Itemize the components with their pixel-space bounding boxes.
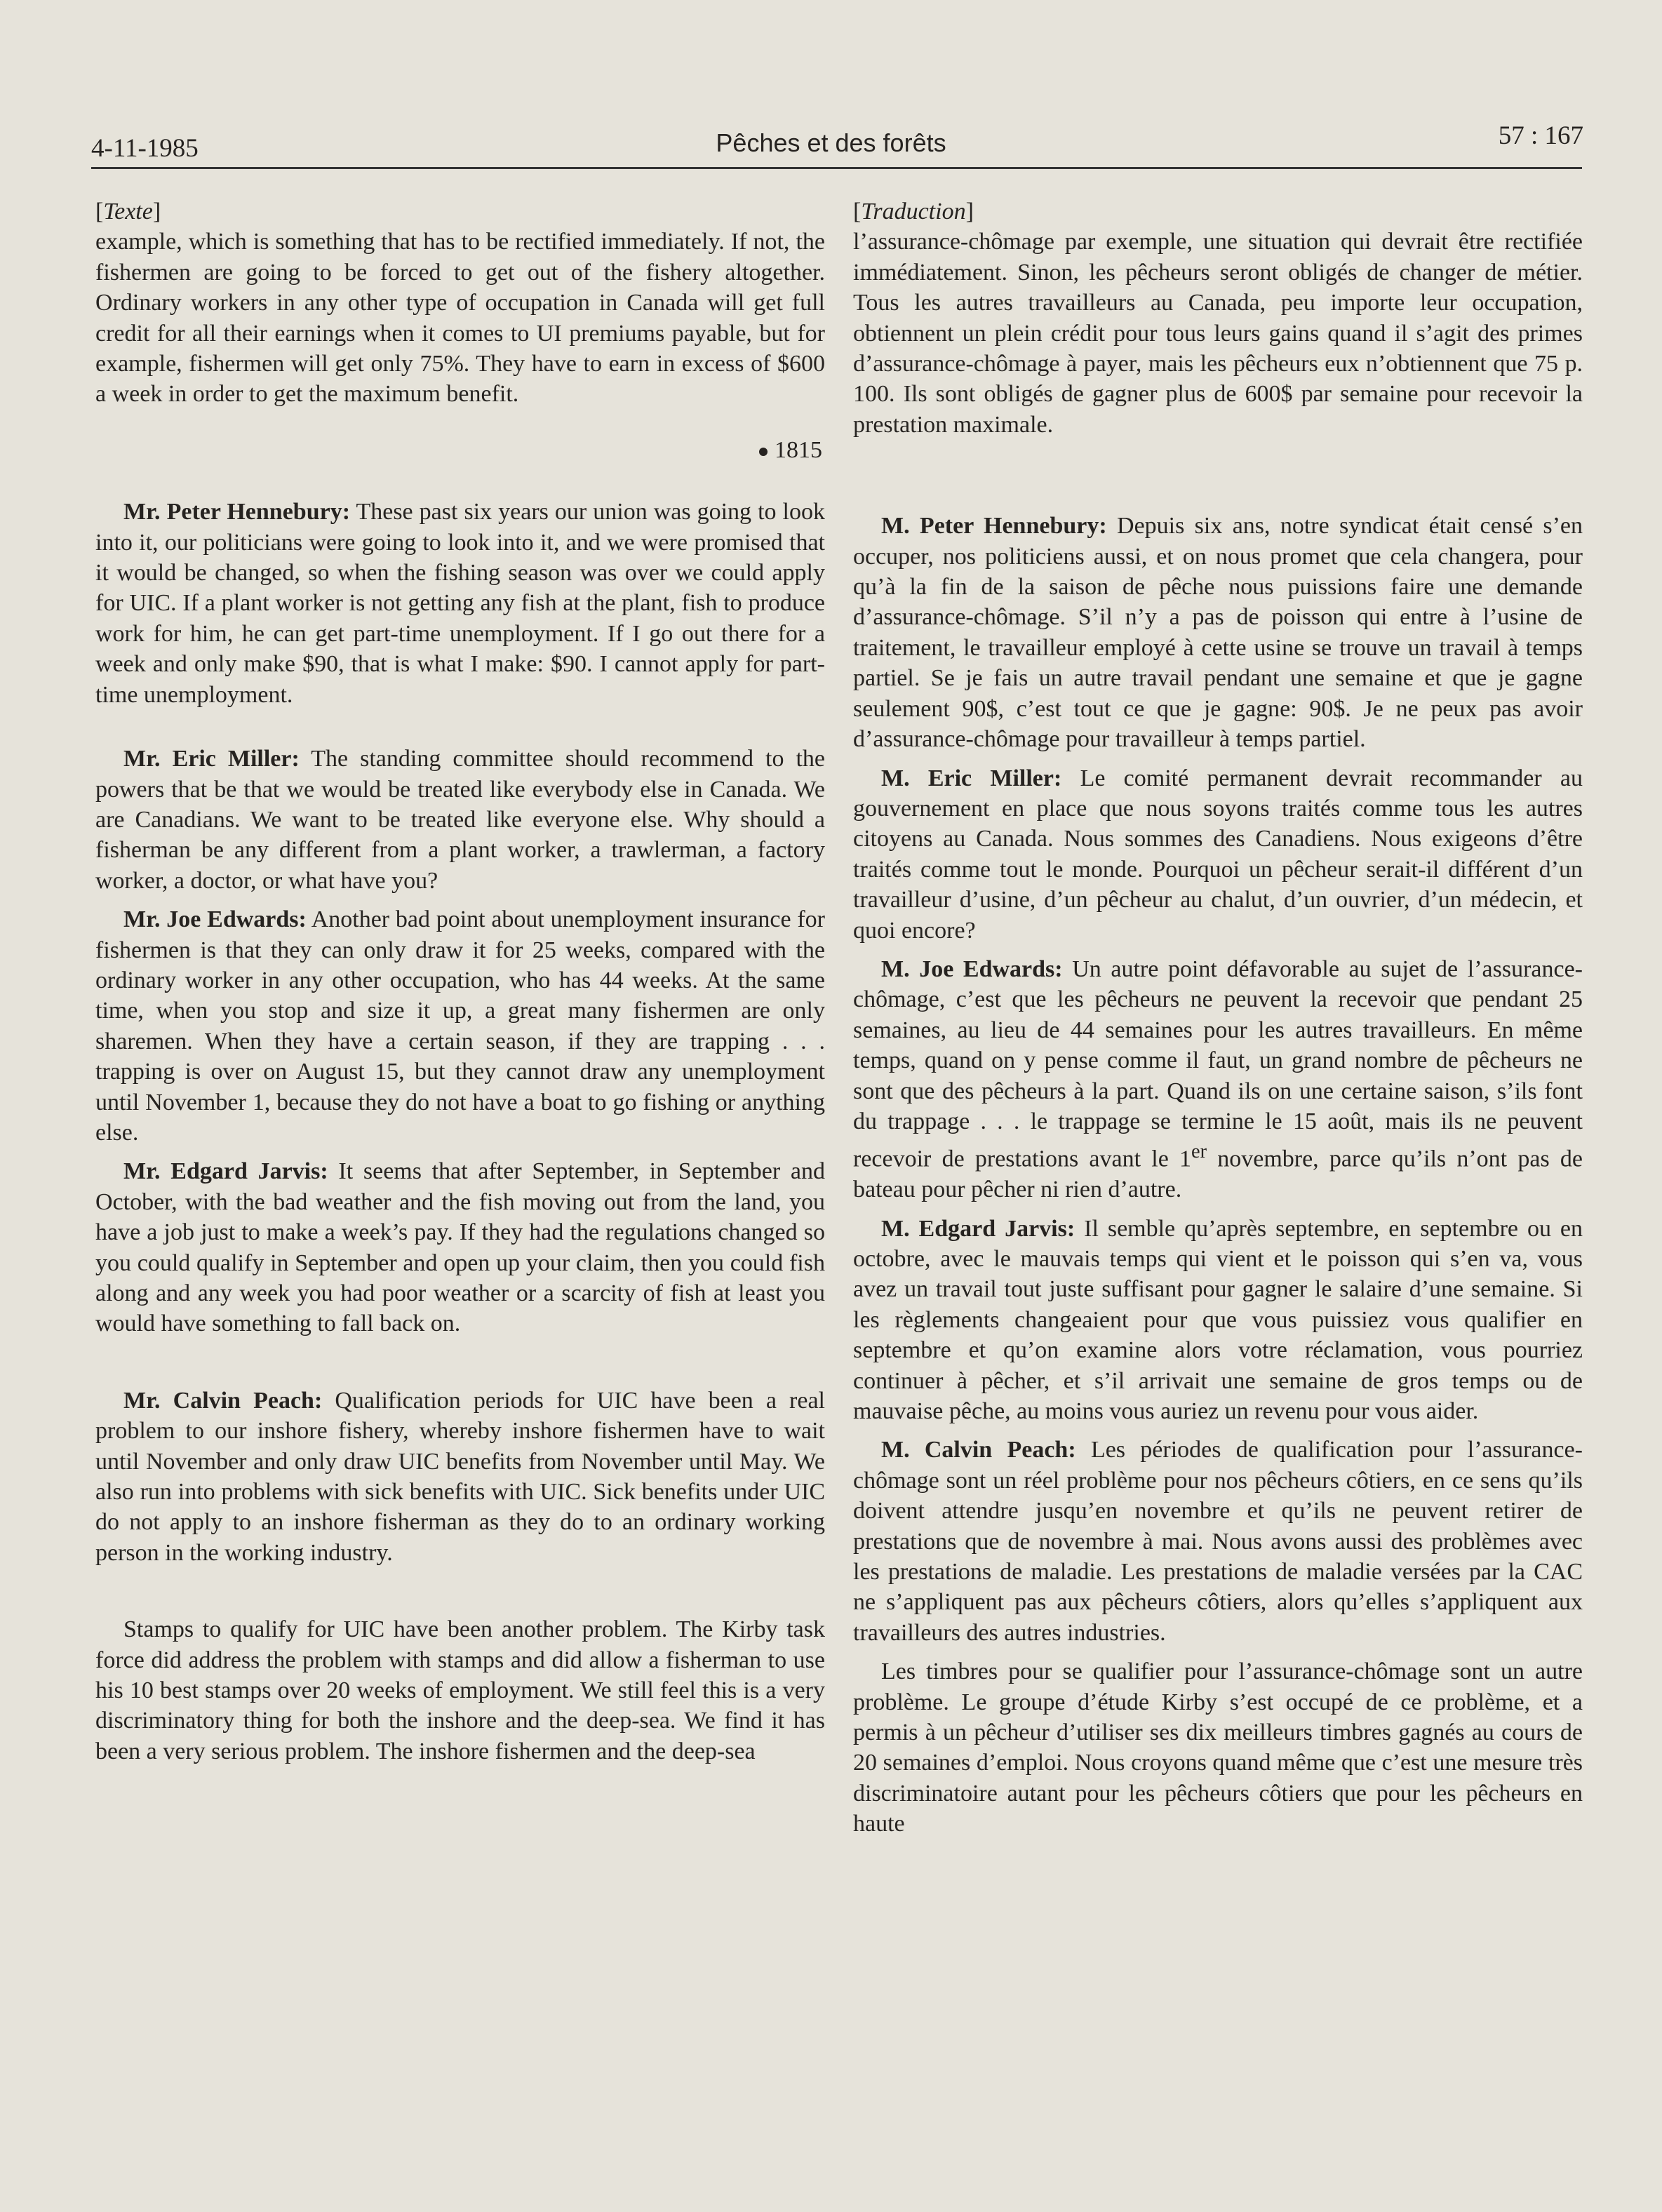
- section-tag-label: Texte: [103, 199, 153, 224]
- section-tag-traduction: [Traduction]: [853, 199, 974, 224]
- paragraph-edwards: [853, 954, 1583, 1205]
- paragraph-peach: [95, 1386, 825, 1568]
- speaker-name: Mr. Peter Hennebury:: [123, 499, 351, 525]
- paragraph-edwards: [95, 904, 825, 1148]
- paragraph-text: It seems that after September, in September and October, with the bad weather and the fish moving out from the land, you have a job just to make a week’s pay. If they had the regulations changed so you could qualify in September and open up your claim, then you could fish along and any week you had poor weather or a scarcity of fish at least you would have something to fall back on.: [95, 1158, 825, 1337]
- header-rule: [91, 167, 1582, 169]
- paragraph-text: Il semble qu’après septembre, en septembre ou en octobre, avec le mauvais temps qui vient et le poisson qui s’en va, vous avez un travail tout juste suffisant pour gagner le salaire d’une semaine. Si les règlements changeaient pour que vous puissiez vous qualifier en septembre et qu’on examine alors votre réclamation, vous pourriez continuer à pêcher, et s’il arrivait une semaine de gros temps ou de mauvaise pêche, au moins vous auriez un revenu pour vous aider.: [853, 1215, 1583, 1424]
- paragraph-text: Depuis six ans, notre syndicat était censé s’en occuper, nos politiciens aussi, et on nous promet que cela changera, pour qu’à la fin de la saison de pêche nous puissions faire une demande d’assurance-chômage. S’il n’y a pas de poisson qui entre à l’usine de traitement, le travailleur employé à cette usine se trouve un travail à temps partiel. Se je fais un autre travail pendant une semaine et que je gagne seulement 90$, c’est tout ce que je gagne: 90$. Je ne peux pas avoir d’assurance-chômage pour travailleur à temps partiel.: [853, 513, 1583, 753]
- header-page-number: 57 : 167: [1498, 121, 1583, 150]
- header-title: Pêches et des forêts: [716, 128, 946, 157]
- bullet-icon: [759, 448, 768, 456]
- paragraph-miller: [853, 763, 1583, 946]
- speaker-name: Mr. Joe Edwards:: [123, 906, 307, 933]
- paragraph-jarvis: [95, 1156, 825, 1339]
- superscript-er: er: [1191, 1141, 1207, 1163]
- paragraph-hennebury: [95, 497, 825, 710]
- speaker-name: M. Calvin Peach:: [881, 1437, 1076, 1463]
- paragraph-text: These past six years our union was going to look into it, our politicians were going to look into it, and we were promised that it would be changed, so when the fishing season was over we could apply for UIC. If a plant worker is not getting any fish at the plant, fish to produce work for him, he can get part-time unemployment. If I go out there for a week and only make $90, that is what I make: $90. I cannot apply for part-time unemployment.: [95, 499, 825, 708]
- paragraph-text: The standing committee should recommend to the powers that be that we would be treated like everybody else in Canada. We are Canadians. We want to be treated like everyone else. Why should a fisherman be any different from a plant worker, a trawlerman, a factory worker, a doctor, or what have you?: [95, 746, 826, 894]
- time-marker-value: 1815: [775, 436, 822, 463]
- paragraph-peach: [853, 1435, 1583, 1648]
- speaker-name: M. Joe Edwards:: [881, 956, 1063, 982]
- header-date: 4-11-1985: [91, 134, 199, 163]
- paragraph-continuation: example, which is something that has to be rectified immediately. If not, the fishermen are going to be forced to get out of the fishery altogether. Ordinary workers in any other type of occupation in Canada will get full credit for all their earnings when it comes to UI premiums payable, but for example, fishermen will get only 75%. They have to earn in excess of $600 a week in order to get the maximum benefit.: [95, 229, 825, 408]
- speaker-name: M. Peter Hennebury:: [881, 513, 1107, 539]
- speaker-name: M. Edgard Jarvis:: [881, 1215, 1075, 1242]
- paragraph-stamps: Les timbres pour se qualifier pour l’assurance-chômage sont un autre problème. Le groupe d’étude Kirby s’est occupé de ce problème, et a permis à un pêcheur d’utiliser ses dix meilleurs timbres gagnés au cours de 20 semaines d’emploi. Nous croyons quand même que c’est une mesure très discriminatoire autant pour les pêcheurs côtiers que pour les pêcheurs en haute: [853, 1658, 1583, 1837]
- paragraph-text: Les périodes de qualification pour l’assurance-chômage sont un réel problème pour nos pêcheurs côtiers, en ce sens qu’ils doivent attendre jusqu’en novembre et qu’ils ne peuvent retirer de prestations que de novembre à mai. Nous avons aussi des problèmes avec les prestations de maladie. Les prestations de maladie versées par la CAC ne s’appliquent pas aux pêcheurs côtiers, alors qu’elles s’appliquent aux travailleurs des autres industries.: [853, 1437, 1583, 1646]
- english-column: [95, 196, 825, 1767]
- section-tag-texte: [Texte]: [95, 199, 161, 224]
- paragraph-miller: [95, 744, 825, 896]
- paragraph-text: Un autre point défavorable au sujet de l’assurance-chômage, c’est que les pêcheurs ne peuvent la recevoir que pendant 25 semaines, au lieu de 44 semaines pour les autres travailleurs. En même temps, quand on y pense comme il faut, un grand nombre de pêcheurs ne sont que des pêcheurs à la part. Quand ils on une certaine saison, s’ils font du trappage . . . le trappage se termine le 15 août, mais ils ne peuvent recevoir de prestations avant le 1: [853, 956, 1583, 1172]
- paragraph-stamps: Stamps to qualify for UIC have been another problem. The Kirby task force did address the problem with stamps and did allow a fisherman to use his 10 best stamps over 20 weeks of employment. We still feel this is a very discriminatory thing for both the inshore and the deep-sea. We find it has been a very serious problem. The inshore fishermen and the deep-sea: [95, 1616, 825, 1764]
- paragraph-text: Qualification periods for UIC have been a real problem to our inshore fishery, whereby inshore fishermen have to wait until November and only draw UIC benefits from November until May. We also run into problems with sick benefits with UIC. Sick benefits under UIC do not apply to an inshore fisherman as they do to an ordinary working person in the working industry.: [95, 1387, 826, 1566]
- paragraph-text: novembre, parce qu’ils n’ont pas de bateau pour pêcher ni rien d’autre.: [853, 1146, 1583, 1203]
- paragraph-text: Another bad point about unemployment insurance for fishermen is that they can only draw it for 25 weeks, compared with the ordinary worker in any other occupation, who has 44 weeks. At the same time, when you stop and size it up, a great many fishermen are only sharemen. When they have a certain season, if they are trapping . . . trapping is over on August 15, but they cannot draw any unemployment until November 1, because they do not have a boat to go fishing or anything else.: [95, 906, 825, 1146]
- speaker-name: Mr. Edgard Jarvis:: [123, 1158, 328, 1185]
- speaker-name: Mr. Calvin Peach:: [123, 1387, 323, 1414]
- paragraph-jarvis: [853, 1214, 1583, 1427]
- paragraph-hennebury: [853, 511, 1583, 754]
- speaker-name: Mr. Eric Miller:: [123, 746, 300, 772]
- time-marker: [95, 435, 825, 465]
- section-tag-label: Traduction: [861, 199, 966, 224]
- french-column: [853, 196, 1583, 1839]
- paragraph-continuation: l’assurance-chômage par exemple, une situation qui devrait être rectifiée immédiatement. Sinon, les pêcheurs seront obligés de changer de métier. Tous les autres travailleurs au Canada, peu importe leur occupation, obtiennent un plein crédit pour tous leurs gains quand il s’agit des primes d’assurance-chômage à payer, mais les pêcheurs eux n’obtiennent que 75 p. 100. Ils sont obligés de gagner plus de 600$ par semaine pour recevoir la prestation maximale.: [853, 229, 1583, 438]
- paragraph-text: Le comité permanent devrait recommander au gouvernement en place que nous soyons traités comme tous les autres citoyens au Canada. Nous sommes des Canadiens. Nous exigeons d’être traités comme tout le monde. Pourquoi un pêcheur serait-il différent d’un travailleur d’usine, d’un pêcheur au chalut, d’un ouvrier, d’un médecin, et quoi encore?: [853, 765, 1583, 944]
- speaker-name: M. Eric Miller:: [881, 765, 1062, 791]
